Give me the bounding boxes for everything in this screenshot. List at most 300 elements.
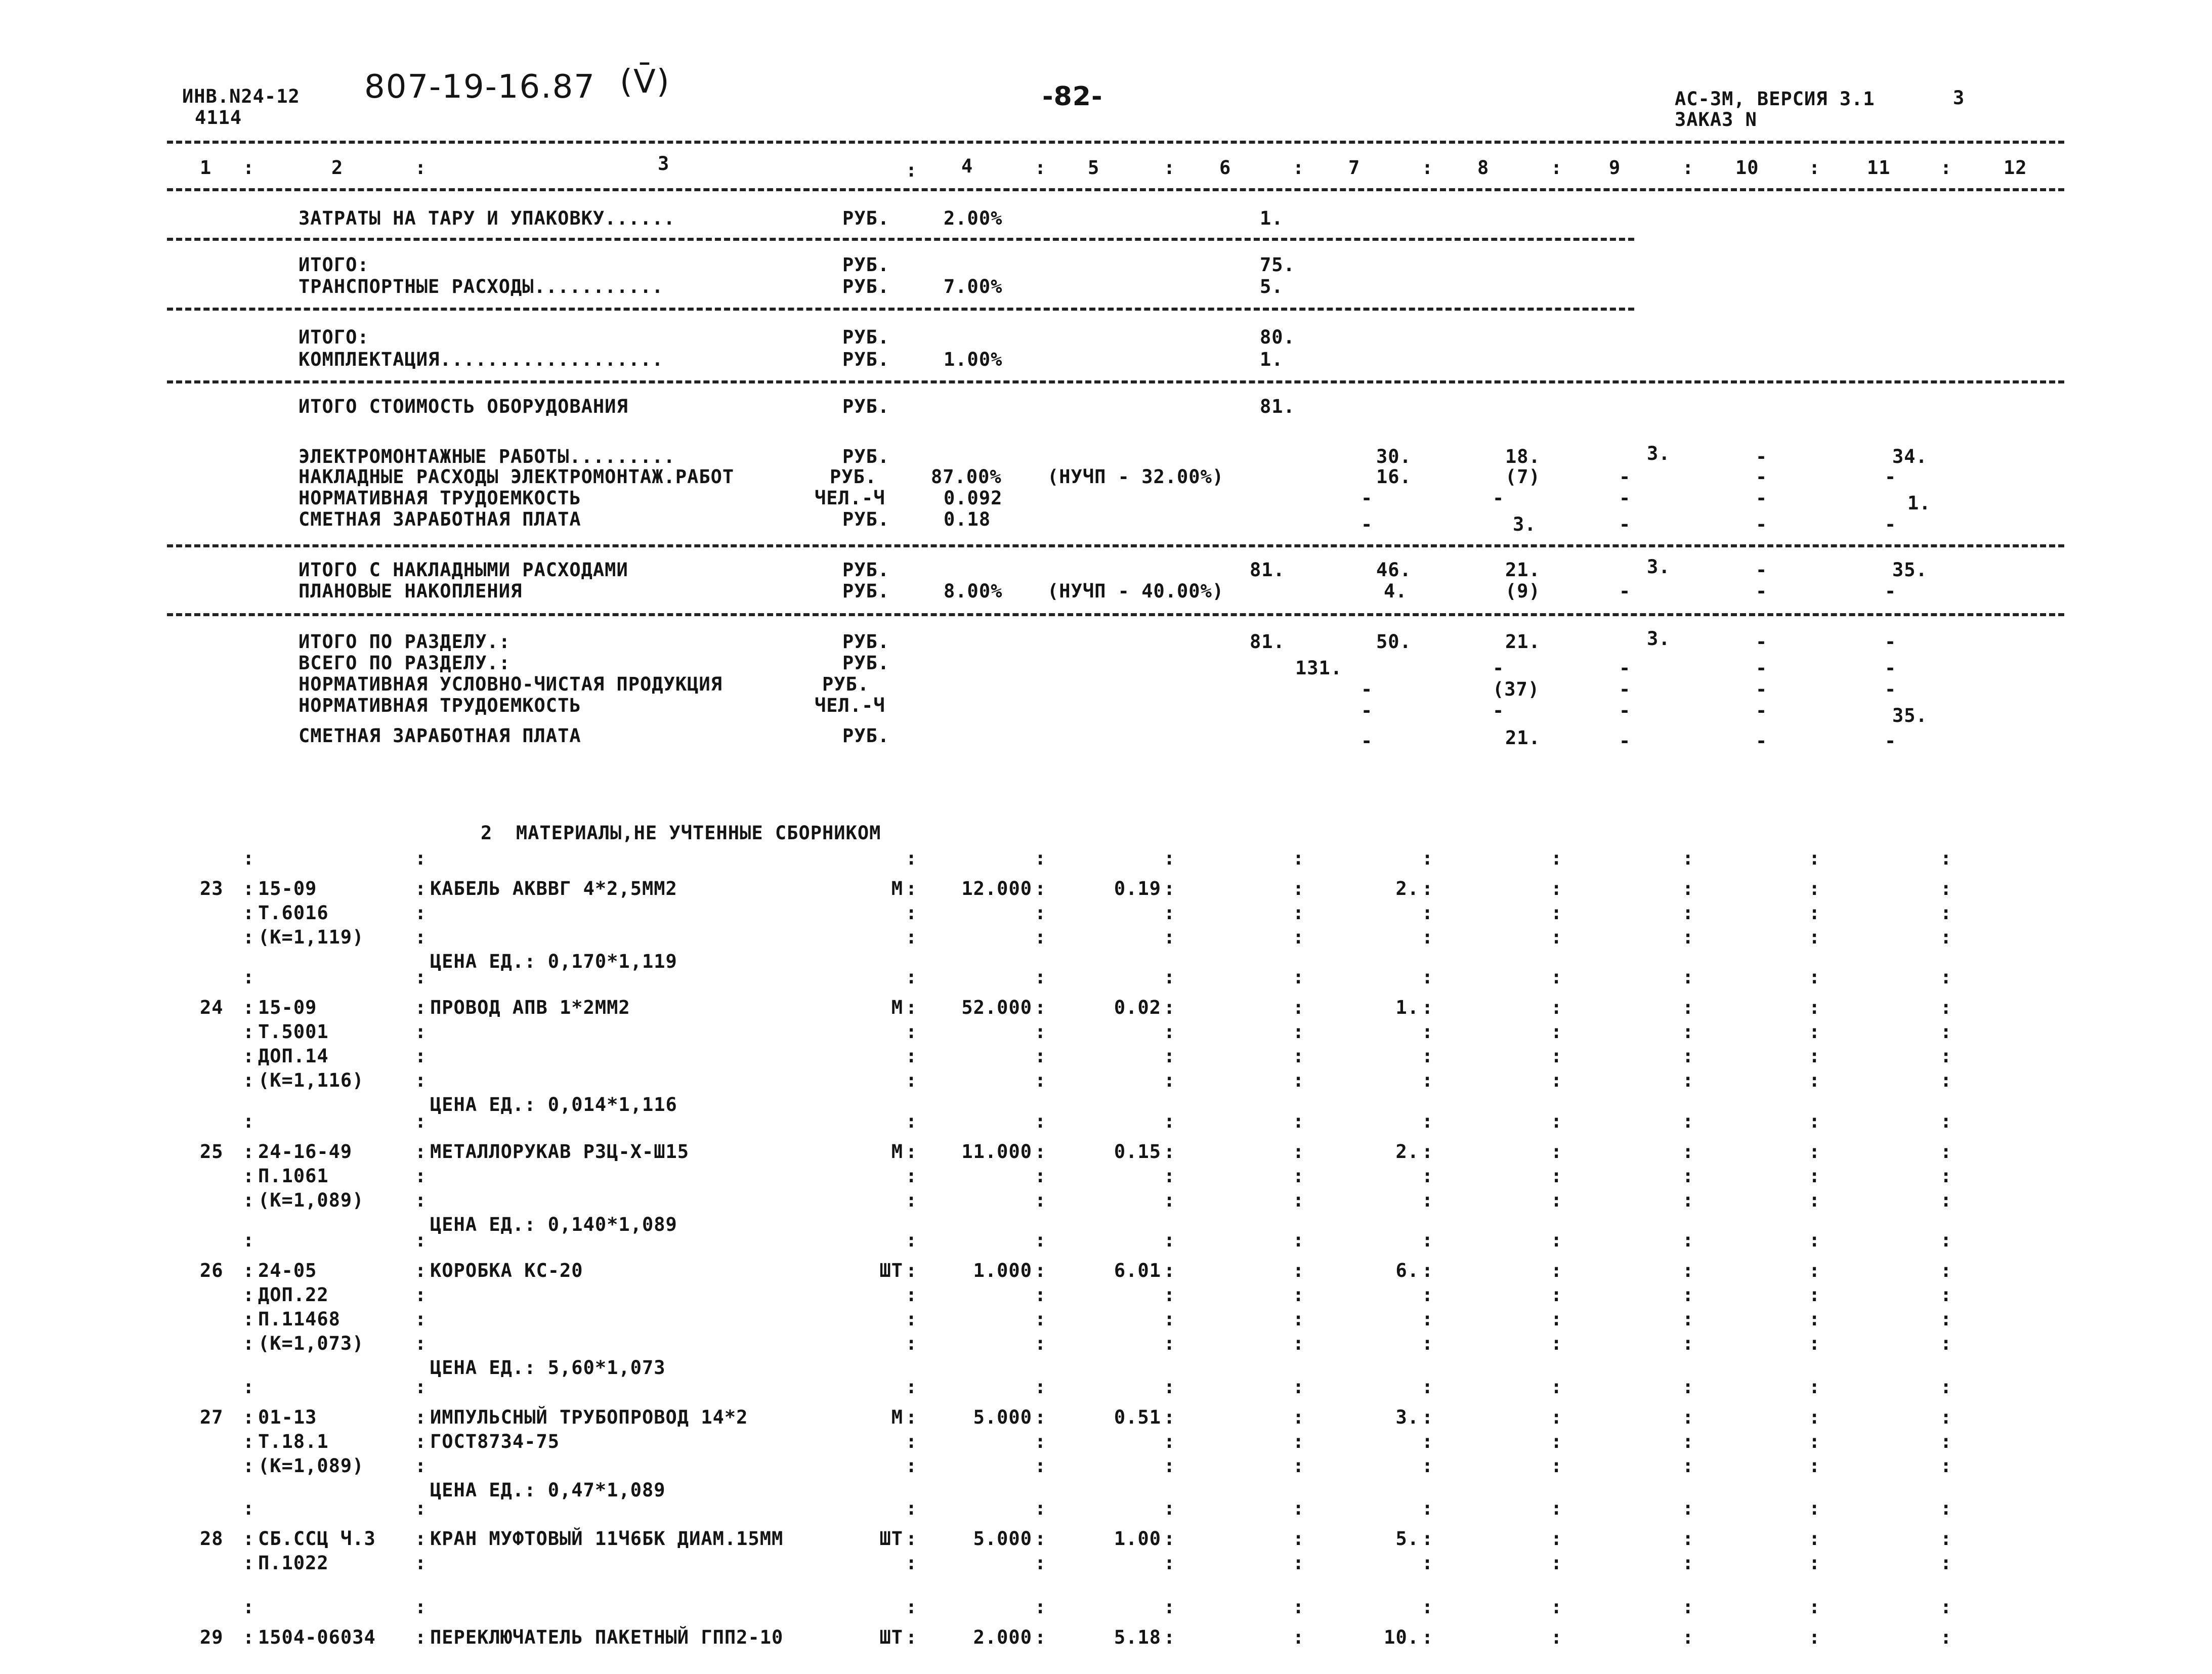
item-number: 28 [200, 1528, 224, 1550]
column-divider: : [1809, 1021, 1820, 1043]
summary-value: 30. [1376, 446, 1412, 467]
summary-value: - [1756, 559, 1768, 581]
item-unit: ШТ [879, 1260, 903, 1281]
column-divider: : [1293, 157, 1304, 179]
summary-value: 18. [1505, 446, 1541, 467]
summary-rate: 0.18 [944, 508, 991, 530]
column-divider: : [1035, 1110, 1046, 1132]
column-divider: : [243, 1141, 254, 1163]
column-divider: : [1809, 1406, 1820, 1428]
summary-value: - [1756, 446, 1768, 467]
item-code: (К=1,089) [258, 1189, 364, 1211]
column-divider: : [1809, 878, 1820, 899]
summary-value: 35. [1892, 559, 1928, 581]
item-name: КРАН МУФТОВЫЙ 11Ч6БК ДИАМ.15ММ [430, 1528, 784, 1550]
column-divider: : [415, 926, 427, 948]
column-divider: : [1422, 1431, 1433, 1452]
column-divider: : [1164, 1308, 1175, 1330]
column-divider: : [1551, 1141, 1562, 1163]
column-divider: : [1809, 1431, 1820, 1452]
item-price: 0.15 [1114, 1141, 1161, 1163]
column-divider: : [1551, 966, 1562, 988]
summary-value: - [1885, 678, 1897, 700]
summary-label: ЭЛЕКТРОМОНТАЖНЫЕ РАБОТЫ......... [299, 446, 675, 467]
column-divider: : [1682, 1308, 1694, 1330]
column-divider: : [1293, 1455, 1304, 1477]
item-quantity: 1.000 [973, 1260, 1032, 1281]
column-divider: : [1164, 1596, 1175, 1618]
column-divider: : [1809, 1229, 1820, 1251]
item-unit: М [891, 1141, 903, 1163]
column-divider: : [1293, 1189, 1304, 1211]
version-mark: 3 [1953, 87, 1965, 109]
column-divider: : [1682, 1455, 1694, 1477]
column-divider: : [415, 966, 427, 988]
column-divider: : [1551, 1528, 1562, 1550]
column-divider: : [1293, 1431, 1304, 1452]
column-divider: : [1293, 1528, 1304, 1550]
column-divider: : [1551, 1110, 1562, 1132]
summary-value: - [1361, 700, 1373, 721]
column-divider: : [906, 1406, 917, 1428]
column-divider: : [1682, 847, 1694, 869]
column-divider: : [1035, 1626, 1046, 1648]
column-divider: : [1164, 1376, 1175, 1398]
column-divider: : [243, 1596, 254, 1618]
column-divider: : [1293, 1021, 1304, 1043]
item-price: 0.02 [1114, 997, 1161, 1018]
column-divider: : [1422, 1141, 1433, 1163]
column-divider: : [1682, 1333, 1694, 1354]
column-divider: : [243, 1110, 254, 1132]
column-divider: : [1940, 1021, 1952, 1043]
summary-value: - [1756, 466, 1768, 488]
column-number: 11 [1867, 157, 1891, 179]
column-divider: : [1682, 1165, 1694, 1187]
summary-value: 80. [1260, 326, 1295, 348]
column-divider: : [1164, 157, 1175, 179]
column-divider: : [415, 157, 427, 179]
column-divider: : [1551, 926, 1562, 948]
summary-value: 21. [1505, 727, 1541, 749]
column-divider: : [1164, 1497, 1175, 1519]
summary-label: КОМПЛЕКТАЦИЯ................... [299, 349, 664, 370]
item-code: Т.6016 [258, 902, 329, 924]
summary-label: ПЛАНОВЫЕ НАКОПЛЕНИЯ [299, 580, 523, 602]
summary-unit: ЧЕЛ.-Ч [815, 695, 885, 716]
summary-unit: РУБ. [842, 508, 890, 530]
item-unit-price: ЦЕНА ЕД.: 5,60*1,073 [430, 1357, 666, 1379]
section-rule [167, 380, 2064, 383]
column-divider: : [1682, 1229, 1694, 1251]
column-divider: : [1035, 1497, 1046, 1519]
column-divider: : [1682, 1141, 1694, 1163]
item-quantity: 52.000 [961, 997, 1032, 1018]
column-divider: : [1422, 1229, 1433, 1251]
column-divider: : [415, 1626, 427, 1648]
column-divider: : [1682, 1406, 1694, 1428]
summary-value: - [1756, 678, 1768, 700]
column-divider: : [1164, 1284, 1175, 1306]
column-divider: : [1940, 1455, 1952, 1477]
column-divider: : [906, 1626, 917, 1648]
summary-unit: РУБ. [842, 254, 890, 276]
summary-value: - [1361, 513, 1373, 535]
column-divider: : [243, 1455, 254, 1477]
summary-value: - [1885, 657, 1897, 679]
column-divider: : [243, 1552, 254, 1574]
column-divider: : [906, 1308, 917, 1330]
column-divider: : [1035, 1528, 1046, 1550]
item-unit: М [891, 997, 903, 1018]
summary-rate: 0.092 [944, 487, 1003, 509]
column-divider: : [1164, 847, 1175, 869]
column-divider: : [1422, 1455, 1433, 1477]
column-divider: : [1809, 1455, 1820, 1477]
column-divider: : [1940, 1229, 1952, 1251]
column-divider: : [1551, 1069, 1562, 1091]
column-divider: : [906, 1431, 917, 1452]
column-divider: : [1809, 926, 1820, 948]
column-divider: : [1940, 1284, 1952, 1306]
column-divider: : [1940, 1308, 1952, 1330]
column-divider: : [1682, 878, 1694, 899]
column-divider: : [1809, 1333, 1820, 1354]
column-divider: : [1422, 1308, 1433, 1330]
item-code: П.1061 [258, 1165, 329, 1187]
summary-label: НОРМАТИВНАЯ ТРУДОЕМКОСТЬ [299, 695, 581, 716]
column-divider: : [1035, 926, 1046, 948]
column-divider: : [1035, 1021, 1046, 1043]
column-divider: : [1809, 1596, 1820, 1618]
column-divider: : [1035, 847, 1046, 869]
header-rule-top [167, 141, 2064, 144]
column-divider: : [1809, 847, 1820, 869]
column-divider: : [1940, 1497, 1952, 1519]
column-number: 4 [961, 155, 973, 177]
column-divider: : [1293, 902, 1304, 924]
summary-label: ИТОГО С НАКЛАДНЫМИ РАСХОДАМИ [299, 559, 628, 581]
column-divider: : [243, 157, 254, 179]
column-divider: : [1293, 1626, 1304, 1648]
summary-value: 3. [1647, 443, 1671, 464]
column-divider: : [1940, 1333, 1952, 1354]
column-divider: : [906, 1284, 917, 1306]
summary-value: - [1885, 513, 1897, 535]
summary-label: СМЕТНАЯ ЗАРАБОТНАЯ ПЛАТА [299, 508, 581, 530]
item-number: 23 [200, 878, 224, 899]
column-divider: : [1551, 1229, 1562, 1251]
column-divider: : [1035, 1406, 1046, 1428]
item-unit: ШТ [879, 1626, 903, 1648]
summary-value: 34. [1892, 446, 1928, 467]
item-quantity: 5.000 [973, 1406, 1032, 1428]
summary-label: ИТОГО ПО РАЗДЕЛУ.: [299, 631, 511, 653]
summary-value: 81. [1260, 396, 1295, 417]
column-divider: : [1682, 1189, 1694, 1211]
column-divider: : [906, 1528, 917, 1550]
column-divider: : [1164, 1552, 1175, 1574]
column-divider: : [1809, 1141, 1820, 1163]
column-divider: : [1682, 966, 1694, 988]
summary-value: - [1756, 487, 1768, 509]
column-divider: : [1551, 1376, 1562, 1398]
column-divider: : [1293, 1260, 1304, 1281]
column-divider: : [1809, 1110, 1820, 1132]
summary-unit: РУБ. [842, 631, 890, 653]
column-divider: : [1940, 1626, 1952, 1648]
column-divider: : [1809, 1626, 1820, 1648]
summary-value: (7) [1505, 466, 1541, 488]
column-divider: : [1809, 157, 1820, 179]
column-divider: : [1164, 902, 1175, 924]
summary-value: - [1361, 678, 1373, 700]
summary-value: - [1619, 700, 1631, 721]
column-divider: : [1940, 1110, 1952, 1132]
summary-value: - [1619, 580, 1631, 602]
column-divider: : [1422, 1021, 1433, 1043]
column-divider: : [243, 1431, 254, 1452]
item-quantity: 2.000 [973, 1626, 1032, 1648]
summary-rate: 7.00% [944, 276, 1003, 297]
column-divider: : [1809, 1376, 1820, 1398]
item-code: Т.5001 [258, 1021, 329, 1043]
column-divider: : [415, 1260, 427, 1281]
column-divider: : [1035, 1431, 1046, 1452]
column-divider: : [415, 1284, 427, 1306]
column-divider: : [1422, 1528, 1433, 1550]
column-divider: : [1940, 1165, 1952, 1187]
item-price: 1.00 [1114, 1528, 1161, 1550]
column-divider: : [1551, 1596, 1562, 1618]
column-divider: : [243, 1069, 254, 1091]
summary-unit: РУБ. [842, 580, 890, 602]
column-divider: : [1422, 1406, 1433, 1428]
column-divider: : [1293, 926, 1304, 948]
summary-note: (НУЧП - 40.00%) [1047, 580, 1224, 602]
column-divider: : [415, 1376, 427, 1398]
column-divider: : [243, 1284, 254, 1306]
item-unit: М [891, 1406, 903, 1428]
item-code: (К=1,119) [258, 926, 364, 948]
column-divider: : [1164, 1431, 1175, 1452]
column-divider: : [1164, 1406, 1175, 1428]
summary-value: - [1361, 487, 1373, 509]
summary-value: 75. [1260, 254, 1295, 276]
summary-value: (37) [1493, 678, 1540, 700]
column-divider: : [1551, 1497, 1562, 1519]
column-divider: : [243, 1528, 254, 1550]
item-code: ДОП.22 [258, 1284, 329, 1306]
column-divider: : [415, 1308, 427, 1330]
summary-value: 35. [1892, 705, 1928, 726]
summary-value: - [1885, 580, 1897, 602]
column-divider: : [1940, 1528, 1952, 1550]
summary-value: - [1361, 730, 1373, 752]
column-divider: : [415, 1528, 427, 1550]
inventory-sub-number: 4114 [195, 107, 242, 128]
column-divider: : [1035, 1165, 1046, 1187]
column-divider: : [1164, 1045, 1175, 1067]
item-code: 01-13 [258, 1406, 317, 1428]
column-divider: : [1682, 1431, 1694, 1452]
summary-rate: 1.00% [944, 349, 1003, 370]
column-divider: : [1422, 926, 1433, 948]
column-divider: : [1164, 878, 1175, 899]
summary-value: 21. [1505, 559, 1541, 581]
column-divider: : [1551, 1165, 1562, 1187]
column-divider: : [1551, 847, 1562, 869]
column-divider: : [1422, 1376, 1433, 1398]
summary-value: (9) [1505, 580, 1541, 602]
column-divider: : [1293, 997, 1304, 1018]
column-divider: : [415, 1165, 427, 1187]
item-code: П.1022 [258, 1552, 329, 1574]
item-number: 29 [200, 1626, 224, 1648]
column-divider: : [1035, 157, 1046, 179]
column-divider: : [1035, 1376, 1046, 1398]
summary-value: 1. [1260, 207, 1284, 229]
summary-value: 5. [1260, 276, 1284, 297]
column-divider: : [906, 847, 917, 869]
column-divider: : [906, 1455, 917, 1477]
column-divider: : [415, 1552, 427, 1574]
column-divider: : [1035, 1284, 1046, 1306]
item-code: 1504-06034 [258, 1626, 376, 1648]
column-divider: : [1035, 1045, 1046, 1067]
column-divider: : [1293, 1333, 1304, 1354]
column-divider: : [906, 966, 917, 988]
item-code: 15-09 [258, 997, 317, 1018]
item-code: (К=1,073) [258, 1333, 364, 1354]
column-divider: : [1422, 157, 1433, 179]
column-divider: : [1164, 1110, 1175, 1132]
item-quantity: 5.000 [973, 1528, 1032, 1550]
summary-rate: 87.00% [931, 466, 1002, 488]
column-divider: : [1422, 902, 1433, 924]
column-divider: : [1940, 902, 1952, 924]
item-unit-price: ЦЕНА ЕД.: 0,140*1,089 [430, 1214, 677, 1235]
column-number: 8 [1477, 157, 1490, 179]
column-divider: : [243, 926, 254, 948]
column-divider: : [1422, 997, 1433, 1018]
item-quantity: 11.000 [961, 1141, 1032, 1163]
column-divider: : [1293, 847, 1304, 869]
summary-value: 81. [1250, 559, 1285, 581]
summary-label: СМЕТНАЯ ЗАРАБОТНАЯ ПЛАТА [299, 725, 581, 747]
summary-label: НОРМАТИВНАЯ УСЛОВНО-ЧИСТАЯ ПРОДУКЦИЯ [299, 673, 722, 695]
summary-value: - [1756, 730, 1768, 752]
summary-unit: РУБ. [842, 276, 890, 297]
summary-value: - [1619, 657, 1631, 679]
item-total: 1. [1395, 997, 1419, 1018]
item-name: ИМПУЛЬСНЫЙ ТРУБОПРОВОД 14*2 [430, 1406, 748, 1428]
column-divider: : [1940, 1596, 1952, 1618]
column-divider: : [1293, 966, 1304, 988]
column-divider: : [1682, 1552, 1694, 1574]
column-divider: : [906, 1141, 917, 1163]
column-divider: : [1809, 1260, 1820, 1281]
summary-value: - [1619, 513, 1631, 535]
column-divider: : [415, 1596, 427, 1618]
column-divider: : [1809, 1165, 1820, 1187]
summary-unit: РУБ. [830, 466, 877, 488]
summary-value: 50. [1376, 631, 1412, 653]
column-divider: : [1293, 1110, 1304, 1132]
item-code: (К=1,089) [258, 1455, 364, 1477]
column-divider: : [1035, 1141, 1046, 1163]
column-divider: : [1940, 847, 1952, 869]
column-divider: : [1293, 1406, 1304, 1428]
column-divider: : [243, 847, 254, 869]
column-divider: : [1164, 1069, 1175, 1091]
column-divider: : [415, 1069, 427, 1091]
column-divider: : [1422, 847, 1433, 869]
column-divider: : [1551, 1455, 1562, 1477]
column-divider: : [1293, 1497, 1304, 1519]
column-divider: : [906, 1189, 917, 1211]
column-divider: : [906, 1333, 917, 1354]
column-divider: : [243, 1229, 254, 1251]
column-divider: : [243, 966, 254, 988]
column-divider: : [1551, 1189, 1562, 1211]
item-code: 24-05 [258, 1260, 317, 1281]
summary-value: - [1756, 580, 1768, 602]
item-name: ГОСТ8734-75 [430, 1431, 560, 1452]
item-name: ПРОВОД АПВ 1*2ММ2 [430, 997, 630, 1018]
summary-label: ВСЕГО ПО РАЗДЕЛУ.: [299, 652, 511, 674]
summary-value: - [1885, 466, 1897, 488]
column-divider: : [1422, 1045, 1433, 1067]
summary-rate: 8.00% [944, 580, 1003, 602]
column-divider: : [243, 1165, 254, 1187]
column-number: 3 [658, 153, 670, 175]
item-code: (К=1,116) [258, 1069, 364, 1091]
column-number: 7 [1348, 157, 1360, 179]
column-divider: : [415, 1431, 427, 1452]
summary-label: НАКЛАДНЫЕ РАСХОДЫ ЭЛЕКТРОМОНТАЖ.РАБОТ [299, 466, 735, 488]
column-divider: : [906, 997, 917, 1018]
column-divider: : [243, 1406, 254, 1428]
item-code: Т.18.1 [258, 1431, 329, 1452]
column-divider: : [1682, 1497, 1694, 1519]
summary-rate: 2.00% [944, 207, 1003, 229]
column-divider: : [415, 1045, 427, 1067]
summary-value: 3. [1647, 556, 1671, 578]
column-divider: : [1682, 1284, 1694, 1306]
summary-unit: РУБ. [842, 446, 890, 467]
item-total: 3. [1395, 1406, 1419, 1428]
column-divider: : [1035, 1455, 1046, 1477]
column-divider: : [415, 1497, 427, 1519]
column-divider: : [1035, 1552, 1046, 1574]
column-divider: : [1551, 1021, 1562, 1043]
summary-value: 16. [1376, 466, 1412, 488]
column-divider: : [1035, 878, 1046, 899]
summary-unit: РУБ. [842, 559, 890, 581]
column-number: 10 [1735, 157, 1759, 179]
item-total: 2. [1395, 1141, 1419, 1163]
summary-label: ЗАТРАТЫ НА ТАРУ И УПАКОВКУ...... [299, 207, 675, 229]
column-divider: : [243, 1308, 254, 1330]
summary-value: - [1885, 631, 1897, 653]
column-divider: : [906, 1110, 917, 1132]
column-divider: : [1809, 997, 1820, 1018]
item-number: 26 [200, 1260, 224, 1281]
column-divider: : [1293, 1069, 1304, 1091]
item-price: 5.18 [1114, 1626, 1161, 1648]
column-divider: : [1035, 1333, 1046, 1354]
